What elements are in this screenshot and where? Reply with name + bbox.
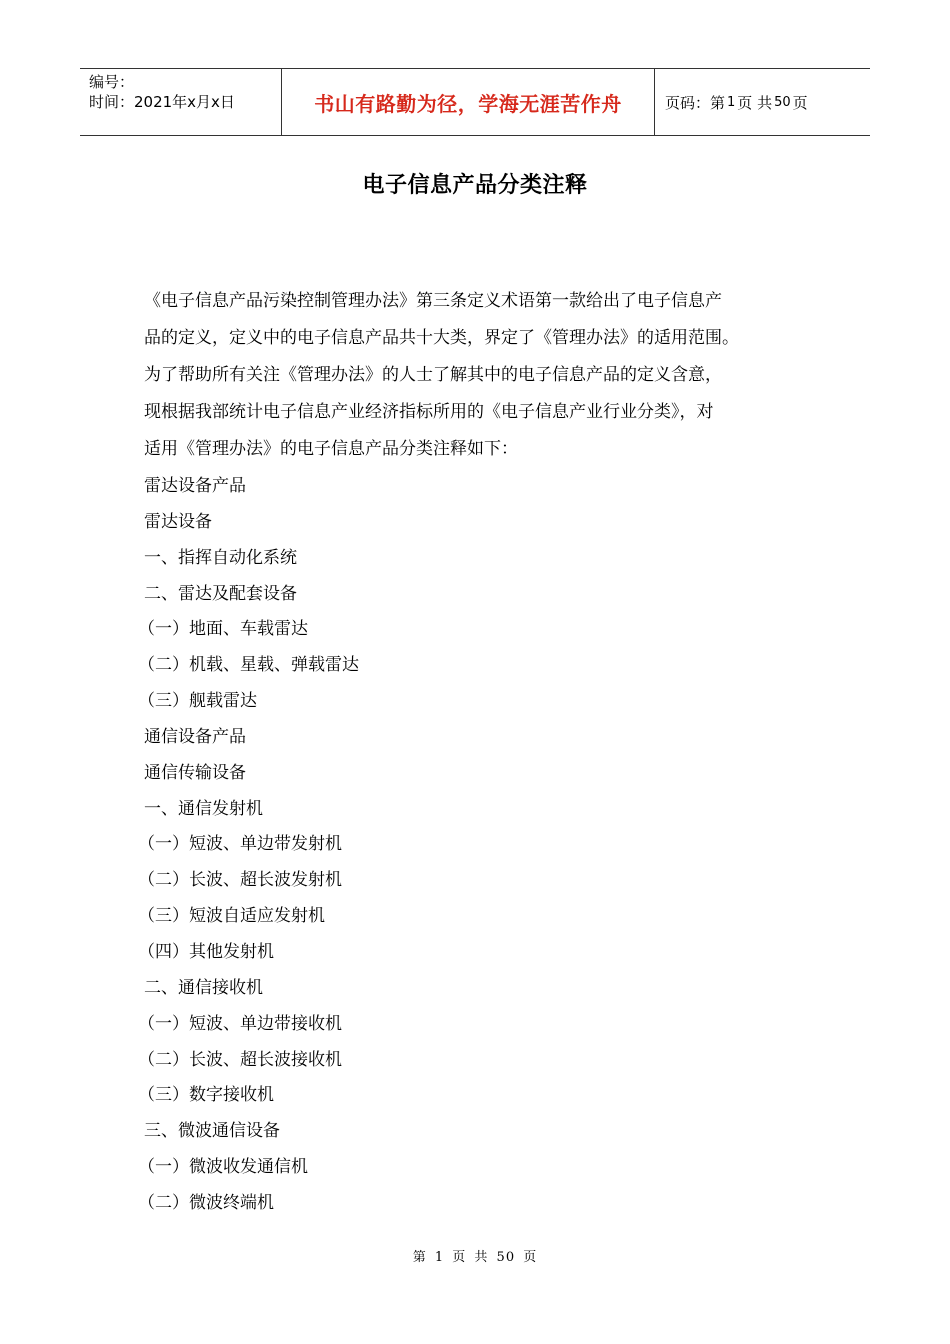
intro-paragraph xyxy=(144,286,814,471)
category-item: 三、微波通信设备 xyxy=(144,1121,280,1142)
category-item: 一、指挥自动化系统 xyxy=(144,547,297,568)
header-page-indicator xyxy=(655,69,870,135)
document-number-label: 编号： xyxy=(89,73,135,91)
category-subitem: （三）短波自适应发射机 xyxy=(138,906,325,927)
category-subitem: （一）地面、车载雷达 xyxy=(138,619,308,640)
page-prefix: 页码：第 xyxy=(665,93,726,112)
category-subitem: （二）长波、超长波接收机 xyxy=(138,1049,342,1070)
page-current: 1 xyxy=(727,94,736,110)
header-meta xyxy=(80,69,282,135)
intro-line: 现根据我部统计电子信息产业经济指标所用的《电子信息产业行业分类》，对 xyxy=(144,402,714,422)
category-subitem: （一）短波、单边带发射机 xyxy=(138,834,342,855)
category-subitem: （三）舰载雷达 xyxy=(138,691,257,712)
page-mid: 页 共 xyxy=(737,93,773,112)
intro-line: 《电子信息产品污染控制管理办法》第三条定义术语第一款给出了电子信息产 xyxy=(144,291,722,311)
page-suffix: 页 xyxy=(792,93,808,112)
category-item: 通信传输设备 xyxy=(144,762,246,783)
category-subitem: （一）微波收发通信机 xyxy=(138,1157,308,1178)
category-item: 雷达设备 xyxy=(144,511,212,532)
document-time-label: 时间：2021年x月x日 xyxy=(89,93,235,111)
category-item: 通信设备产品 xyxy=(144,726,246,747)
document-body xyxy=(138,286,814,1224)
intro-line: 品的定义，定义中的电子信息产品共十大类，界定了《管理办法》的适用范围。 xyxy=(144,328,739,348)
category-item: 二、雷达及配套设备 xyxy=(144,583,297,604)
category-subitem: （一）短波、单边带接收机 xyxy=(138,1013,342,1034)
document-title: 电子信息产品分类注释 xyxy=(362,173,588,198)
page-header xyxy=(80,68,870,136)
category-list xyxy=(138,471,814,1224)
category-subitem: （四）其他发射机 xyxy=(138,941,274,962)
page-footer: 第 1 页 共 50 页 xyxy=(412,1250,538,1265)
page-total: 50 xyxy=(774,94,791,110)
intro-line: 适用《管理办法》的电子信息产品分类注释如下： xyxy=(144,439,518,459)
category-subitem: （三）数字接收机 xyxy=(138,1085,274,1106)
intro-line: 为了帮助所有关注《管理办法》的人士了解其中的电子信息产品的定义含意， xyxy=(144,365,722,385)
header-motto: 书山有路勤为径，学海无涯苦作舟 xyxy=(282,69,655,135)
category-item: 一、通信发射机 xyxy=(144,798,263,819)
category-item: 二、通信接收机 xyxy=(144,977,263,998)
category-subitem: （二）机载、星载、弹载雷达 xyxy=(138,655,359,676)
category-subitem: （二）长波、超长波发射机 xyxy=(138,870,342,891)
category-item: 雷达设备产品 xyxy=(144,476,246,496)
category-subitem: （二）微波终端机 xyxy=(138,1192,274,1213)
